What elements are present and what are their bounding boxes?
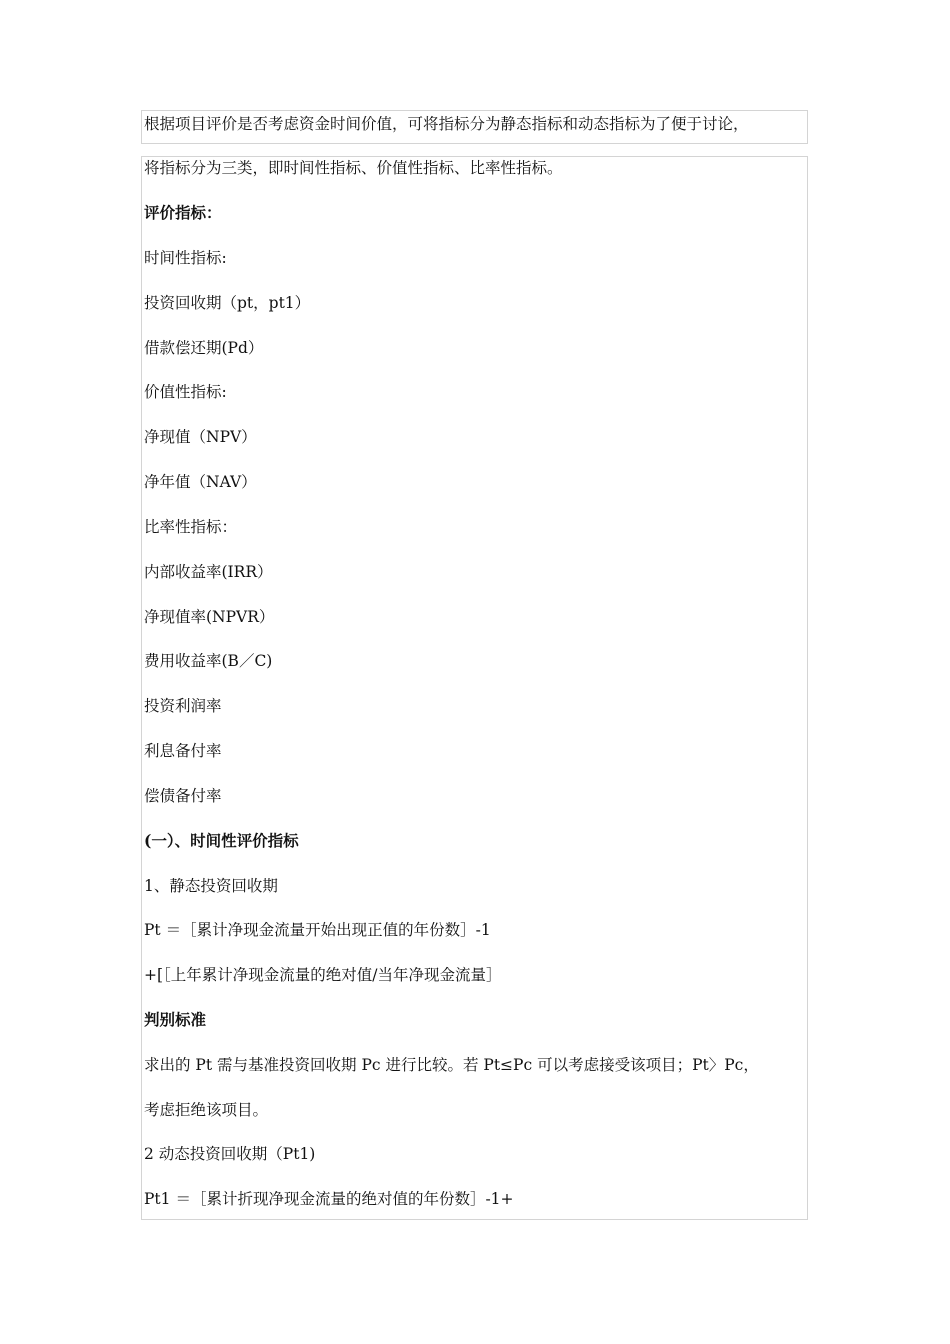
heading-eval-indicators: 评价指标： (144, 203, 222, 222)
formula-pt-continued: +[［上年累计净现金流量的绝对值/当年净现金流量］ (144, 966, 502, 984)
item-npvr: 净现值率(NPVR） (144, 608, 275, 626)
item-bc-ratio: 费用收益率(B／C) (144, 652, 273, 670)
intro-line-1: 根据项目评价是否考虑资金时间价值，可将指标分为静态指标和动态指标为了便于讨论， (144, 115, 749, 133)
criterion-line-1: 求出的 Pt 需与基准投资回收期 Pc 进行比较。若 Pt≤Pc 可以考虑接受该项目；Pt〉Pc， (144, 1056, 759, 1074)
formula-pt: Pt ＝［累计净现金流量开始出现正值的年份数］-1 (144, 921, 491, 939)
sub-2-heading: 2 动态投资回收期（Pt1) (144, 1145, 316, 1163)
intro-line-2: 将指标分为三类，即时间性指标、价值性指标、比率性指标。 (144, 159, 563, 177)
item-loan-repayment: 借款偿还期(Pd） (144, 339, 264, 357)
criterion-line-2: 考虑拒绝该项目。 (144, 1101, 269, 1119)
section-1-heading: (一）、时间性评价指标 (144, 831, 299, 850)
item-debt-coverage: 偿债备付率 (144, 787, 222, 805)
item-npv: 净现值（NPV） (144, 428, 257, 446)
criterion-heading: 判别标准 (144, 1010, 207, 1029)
time-indicators-label: 时间性指标: (144, 249, 227, 267)
item-nav: 净年值（NAV） (144, 473, 257, 491)
formula-pt1: Pt1 ＝［累计折现净现金流量的绝对值的年份数］-1+ (144, 1190, 514, 1208)
sub-1-heading: 1、静态投资回收期 (144, 877, 278, 895)
ratio-indicators-label: 比率性指标： (144, 518, 238, 536)
value-indicators-label: 价值性指标: (144, 383, 227, 401)
item-payback-period: 投资回收期（pt，pt1） (144, 294, 311, 312)
item-roi: 投资利润率 (144, 697, 222, 715)
item-interest-coverage: 利息备付率 (144, 742, 222, 760)
item-irr: 内部收益率(IRR） (144, 563, 273, 581)
